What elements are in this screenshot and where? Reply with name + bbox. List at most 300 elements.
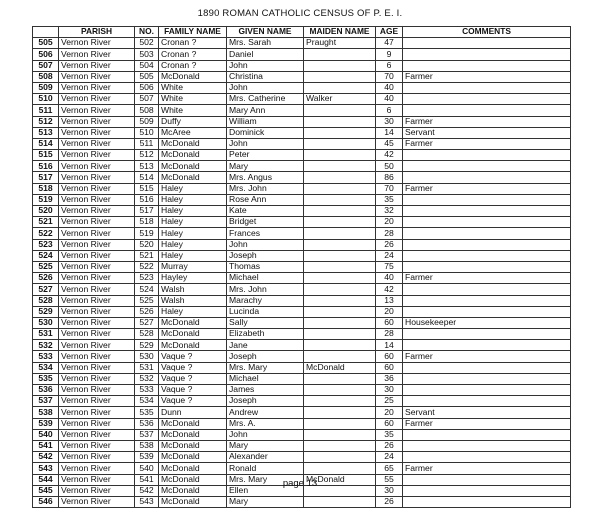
comments-cell (403, 105, 571, 116)
number-cell: 530 (135, 351, 159, 362)
age-cell: 30 (376, 485, 403, 496)
row-number: 517 (33, 172, 59, 183)
number-cell: 526 (135, 306, 159, 317)
comments-cell (403, 239, 571, 250)
age-cell: 13 (376, 295, 403, 306)
age-cell: 40 (376, 273, 403, 284)
number-cell: 507 (135, 94, 159, 105)
family-name-cell: White (159, 105, 227, 116)
family-name-header: FAMILY NAME (159, 27, 227, 38)
age-cell: 70 (376, 71, 403, 82)
family-name-cell: McDonald (159, 429, 227, 440)
table-row (33, 373, 571, 384)
table-row (33, 82, 571, 93)
table-row (33, 71, 571, 82)
parish-cell: Vernon River (59, 317, 135, 328)
age-cell: 40 (376, 94, 403, 105)
number-cell: 521 (135, 250, 159, 261)
comments-cell (403, 228, 571, 239)
family-name-cell: White (159, 94, 227, 105)
table-row (33, 362, 571, 373)
parish-cell: Vernon River (59, 485, 135, 496)
row-number: 505 (33, 38, 59, 49)
table-row (33, 317, 571, 328)
table-row (33, 206, 571, 217)
table-row (33, 261, 571, 272)
age-cell: 47 (376, 38, 403, 49)
table-row (33, 306, 571, 317)
parish-cell: Vernon River (59, 217, 135, 228)
age-cell: 86 (376, 172, 403, 183)
comments-cell (403, 496, 571, 507)
row-number: 530 (33, 317, 59, 328)
maiden-name-cell (304, 194, 376, 205)
parish-cell: Vernon River (59, 463, 135, 474)
parish-cell: Vernon River (59, 127, 135, 138)
comments-cell (403, 440, 571, 451)
parish-cell: Vernon River (59, 351, 135, 362)
family-name-cell: McDonald (159, 161, 227, 172)
row-number: 525 (33, 261, 59, 272)
number-cell: 542 (135, 485, 159, 496)
age-cell: 26 (376, 496, 403, 507)
table-row (33, 452, 571, 463)
parish-cell: Vernon River (59, 239, 135, 250)
maiden-name-cell (304, 418, 376, 429)
number-cell: 508 (135, 105, 159, 116)
parish-cell: Vernon River (59, 429, 135, 440)
comments-cell (403, 38, 571, 49)
age-cell: 60 (376, 351, 403, 362)
row-number: 536 (33, 385, 59, 396)
age-cell: 35 (376, 429, 403, 440)
parish-cell: Vernon River (59, 452, 135, 463)
family-name-cell: McDonald (159, 340, 227, 351)
age-cell: 42 (376, 284, 403, 295)
maiden-name-cell (304, 105, 376, 116)
row-number: 529 (33, 306, 59, 317)
age-cell: 75 (376, 261, 403, 272)
row-number: 513 (33, 127, 59, 138)
table-row (33, 340, 571, 351)
given-name-cell: Joseph (227, 351, 304, 362)
row-number: 540 (33, 429, 59, 440)
row-number: 533 (33, 351, 59, 362)
family-name-cell: McDonald (159, 474, 227, 485)
comments-cell (403, 150, 571, 161)
row-number: 519 (33, 194, 59, 205)
age-cell: 70 (376, 183, 403, 194)
number-cell: 516 (135, 194, 159, 205)
row-number: 528 (33, 295, 59, 306)
number-cell: 528 (135, 329, 159, 340)
given-name-cell: John (227, 429, 304, 440)
row-number: 541 (33, 440, 59, 451)
row-number: 531 (33, 329, 59, 340)
family-name-cell: Haley (159, 183, 227, 194)
comments-cell: Farmer (403, 463, 571, 474)
row-number: 507 (33, 60, 59, 71)
age-cell: 26 (376, 239, 403, 250)
given-name-cell: Marachy (227, 295, 304, 306)
family-name-cell: Cronan ? (159, 49, 227, 60)
given-name-cell: Alexander (227, 452, 304, 463)
table-row (33, 284, 571, 295)
number-cell: 510 (135, 127, 159, 138)
age-cell: 6 (376, 105, 403, 116)
table-row (33, 105, 571, 116)
comments-cell: Farmer (403, 418, 571, 429)
table-row (33, 183, 571, 194)
comments-cell (403, 329, 571, 340)
parish-cell: Vernon River (59, 273, 135, 284)
family-name-cell: Haley (159, 206, 227, 217)
age-cell: 28 (376, 329, 403, 340)
row-number: 527 (33, 284, 59, 295)
maiden-name-cell (304, 116, 376, 127)
given-name-cell: Mary Ann (227, 105, 304, 116)
table-row (33, 496, 571, 507)
comments-cell (403, 340, 571, 351)
age-cell: 28 (376, 228, 403, 239)
comments-cell (403, 94, 571, 105)
table-row (33, 329, 571, 340)
maiden-name-cell (304, 317, 376, 328)
number-cell: 512 (135, 150, 159, 161)
row-number: 523 (33, 239, 59, 250)
row-number: 524 (33, 250, 59, 261)
maiden-name-cell (304, 206, 376, 217)
family-name-cell: Vaque ? (159, 373, 227, 384)
document-title: 1890 ROMAN CATHOLIC CENSUS OF P. E. I. (197, 8, 403, 19)
given-name-cell: Lucinda (227, 306, 304, 317)
parish-cell: Vernon River (59, 194, 135, 205)
age-cell: 35 (376, 194, 403, 205)
table-row (33, 250, 571, 261)
parish-cell: Vernon River (59, 295, 135, 306)
row-number: 542 (33, 452, 59, 463)
age-cell: 14 (376, 340, 403, 351)
family-name-cell: Walsh (159, 284, 227, 295)
row-number: 522 (33, 228, 59, 239)
number-cell: 529 (135, 340, 159, 351)
comments-cell (403, 250, 571, 261)
table-row (33, 127, 571, 138)
number-cell: 511 (135, 138, 159, 149)
parish-cell: Vernon River (59, 261, 135, 272)
given-name-cell: Andrew (227, 407, 304, 418)
comments-cell (403, 161, 571, 172)
age-cell: 60 (376, 418, 403, 429)
parish-cell: Vernon River (59, 250, 135, 261)
given-name-cell: Daniel (227, 49, 304, 60)
age-cell: 24 (376, 250, 403, 261)
given-name-header: GIVEN NAME (227, 27, 304, 38)
given-name-cell: Mrs. Angus (227, 172, 304, 183)
family-name-cell: Murray (159, 261, 227, 272)
given-name-cell: Elizabeth (227, 329, 304, 340)
row-number: 511 (33, 105, 59, 116)
age-cell: 55 (376, 474, 403, 485)
row-number: 508 (33, 71, 59, 82)
age-cell: 14 (376, 127, 403, 138)
given-name-cell: Mrs. John (227, 284, 304, 295)
comments-cell (403, 373, 571, 384)
family-name-cell: Cronan ? (159, 38, 227, 49)
age-cell: 45 (376, 138, 403, 149)
family-name-cell: McDonald (159, 71, 227, 82)
family-name-cell: White (159, 82, 227, 93)
given-name-cell: Joseph (227, 396, 304, 407)
census-table (32, 26, 571, 508)
maiden-name-cell (304, 496, 376, 507)
table-row (33, 228, 571, 239)
maiden-name-cell (304, 396, 376, 407)
maiden-name-header: MAIDEN NAME (304, 27, 376, 38)
table-row (33, 440, 571, 451)
maiden-name-cell: McDonald (304, 362, 376, 373)
given-name-cell: Mrs. Sarah (227, 38, 304, 49)
age-cell: 20 (376, 217, 403, 228)
parish-cell: Vernon River (59, 60, 135, 71)
parish-cell: Vernon River (59, 474, 135, 485)
number-cell: 519 (135, 228, 159, 239)
given-name-cell: Christina (227, 71, 304, 82)
maiden-name-cell (304, 228, 376, 239)
given-name-cell: John (227, 138, 304, 149)
number-cell: 533 (135, 385, 159, 396)
comments-cell: Servant (403, 127, 571, 138)
row-number: 532 (33, 340, 59, 351)
given-name-cell: Mrs. A. (227, 418, 304, 429)
table-row (33, 138, 571, 149)
number-cell: 534 (135, 396, 159, 407)
family-name-cell: McDonald (159, 138, 227, 149)
given-name-cell: Kate (227, 206, 304, 217)
row-number: 506 (33, 49, 59, 60)
number-cell: 537 (135, 429, 159, 440)
age-cell: 20 (376, 407, 403, 418)
number-cell: 520 (135, 239, 159, 250)
maiden-name-cell (304, 150, 376, 161)
parish-cell: Vernon River (59, 362, 135, 373)
family-name-cell: Hayley (159, 273, 227, 284)
given-name-cell: Mrs. Mary (227, 362, 304, 373)
table-row (33, 150, 571, 161)
family-name-cell: Duffy (159, 116, 227, 127)
family-name-cell: Vaque ? (159, 385, 227, 396)
row-number: 534 (33, 362, 59, 373)
maiden-name-cell (304, 295, 376, 306)
parish-cell: Vernon River (59, 496, 135, 507)
family-name-cell: Haley (159, 194, 227, 205)
maiden-name-cell (304, 273, 376, 284)
parish-cell: Vernon River (59, 38, 135, 49)
parish-cell: Vernon River (59, 94, 135, 105)
parish-cell: Vernon River (59, 49, 135, 60)
maiden-name-cell (304, 407, 376, 418)
maiden-name-cell: McDonald (304, 474, 376, 485)
family-name-cell: McDonald (159, 172, 227, 183)
row-number: 526 (33, 273, 59, 284)
age-cell: 40 (376, 82, 403, 93)
family-name-cell: McDonald (159, 418, 227, 429)
age-cell: 42 (376, 150, 403, 161)
row-number: 521 (33, 217, 59, 228)
number-cell: 541 (135, 474, 159, 485)
parish-cell: Vernon River (59, 440, 135, 451)
comments-header: COMMENTS (403, 27, 571, 38)
maiden-name-cell (304, 452, 376, 463)
table-header-row (33, 27, 571, 38)
age-cell: 50 (376, 161, 403, 172)
comments-cell (403, 82, 571, 93)
parish-cell: Vernon River (59, 407, 135, 418)
comments-cell: Farmer (403, 138, 571, 149)
number-cell: 524 (135, 284, 159, 295)
family-name-cell: Haley (159, 239, 227, 250)
table-row (33, 94, 571, 105)
family-name-cell: Vaque ? (159, 396, 227, 407)
number-cell: 539 (135, 452, 159, 463)
age-cell: 6 (376, 60, 403, 71)
maiden-name-cell (304, 329, 376, 340)
family-name-cell: McDonald (159, 150, 227, 161)
family-name-cell: McDonald (159, 496, 227, 507)
census-table-body (33, 38, 571, 508)
comments-cell (403, 306, 571, 317)
table-row (33, 273, 571, 284)
comments-cell: Housekeeper (403, 317, 571, 328)
maiden-name-cell (304, 373, 376, 384)
number-cell: 515 (135, 183, 159, 194)
maiden-name-cell (304, 261, 376, 272)
family-name-cell: McAree (159, 127, 227, 138)
table-row (33, 295, 571, 306)
maiden-name-cell (304, 138, 376, 149)
number-cell: 506 (135, 82, 159, 93)
maiden-name-cell (304, 250, 376, 261)
maiden-name-cell (304, 239, 376, 250)
maiden-name-cell (304, 306, 376, 317)
page-number: page 13 (282, 478, 318, 489)
given-name-cell: Sally (227, 317, 304, 328)
maiden-name-cell (304, 284, 376, 295)
number-cell: 513 (135, 161, 159, 172)
maiden-name-cell (304, 183, 376, 194)
parish-cell: Vernon River (59, 418, 135, 429)
row-number: 516 (33, 161, 59, 172)
number-cell: 514 (135, 172, 159, 183)
family-name-cell: McDonald (159, 440, 227, 451)
maiden-name-cell (304, 49, 376, 60)
parish-cell: Vernon River (59, 306, 135, 317)
family-name-cell: Cronan ? (159, 60, 227, 71)
row-number: 544 (33, 474, 59, 485)
comments-cell (403, 60, 571, 71)
row-number: 537 (33, 396, 59, 407)
maiden-name-cell (304, 82, 376, 93)
age-cell: 25 (376, 396, 403, 407)
given-name-cell: Dominick (227, 127, 304, 138)
given-name-cell: Mrs. Catherine (227, 94, 304, 105)
row-number: 510 (33, 94, 59, 105)
comments-cell: Farmer (403, 71, 571, 82)
family-name-cell: McDonald (159, 317, 227, 328)
number-cell: 517 (135, 206, 159, 217)
row-number: 543 (33, 463, 59, 474)
family-name-cell: Haley (159, 228, 227, 239)
number-cell: 518 (135, 217, 159, 228)
comments-cell (403, 172, 571, 183)
given-name-cell: Mary (227, 440, 304, 451)
given-name-cell: Jane (227, 340, 304, 351)
table-row (33, 351, 571, 362)
given-name-cell: Ronald (227, 463, 304, 474)
number-cell: 504 (135, 60, 159, 71)
given-name-cell: Thomas (227, 261, 304, 272)
parish-cell: Vernon River (59, 206, 135, 217)
family-name-cell: Haley (159, 250, 227, 261)
number-cell: 502 (135, 38, 159, 49)
age-cell: 65 (376, 463, 403, 474)
age-cell: 36 (376, 373, 403, 384)
given-name-cell: Mary (227, 496, 304, 507)
number-cell: 538 (135, 440, 159, 451)
maiden-name-cell (304, 71, 376, 82)
age-cell: 30 (376, 116, 403, 127)
given-name-cell: Peter (227, 150, 304, 161)
row-number: 546 (33, 496, 59, 507)
table-row (33, 418, 571, 429)
age-cell: 30 (376, 385, 403, 396)
table-row (33, 239, 571, 250)
number-cell: 531 (135, 362, 159, 373)
comments-cell (403, 362, 571, 373)
maiden-name-cell (304, 385, 376, 396)
given-name-cell: Mrs. John (227, 183, 304, 194)
given-name-cell: Mrs. Mary (227, 474, 304, 485)
comments-cell (403, 429, 571, 440)
number-cell: 527 (135, 317, 159, 328)
comments-cell (403, 396, 571, 407)
parish-cell: Vernon River (59, 82, 135, 93)
parish-cell: Vernon River (59, 228, 135, 239)
parish-cell: Vernon River (59, 172, 135, 183)
maiden-name-cell: Praught (304, 38, 376, 49)
maiden-name-cell (304, 429, 376, 440)
family-name-cell: McDonald (159, 463, 227, 474)
given-name-cell: James (227, 385, 304, 396)
maiden-name-cell (304, 60, 376, 71)
maiden-name-cell (304, 440, 376, 451)
maiden-name-cell (304, 172, 376, 183)
parish-cell: Vernon River (59, 396, 135, 407)
row-number: 545 (33, 485, 59, 496)
table-row (33, 217, 571, 228)
table-row (33, 38, 571, 49)
table-row (33, 161, 571, 172)
number-header: NO. (135, 27, 159, 38)
given-name-cell: John (227, 60, 304, 71)
parish-cell: Vernon River (59, 373, 135, 384)
table-row (33, 407, 571, 418)
comments-cell (403, 206, 571, 217)
row-number: 518 (33, 183, 59, 194)
maiden-name-cell (304, 161, 376, 172)
parish-cell: Vernon River (59, 116, 135, 127)
number-cell: 522 (135, 261, 159, 272)
